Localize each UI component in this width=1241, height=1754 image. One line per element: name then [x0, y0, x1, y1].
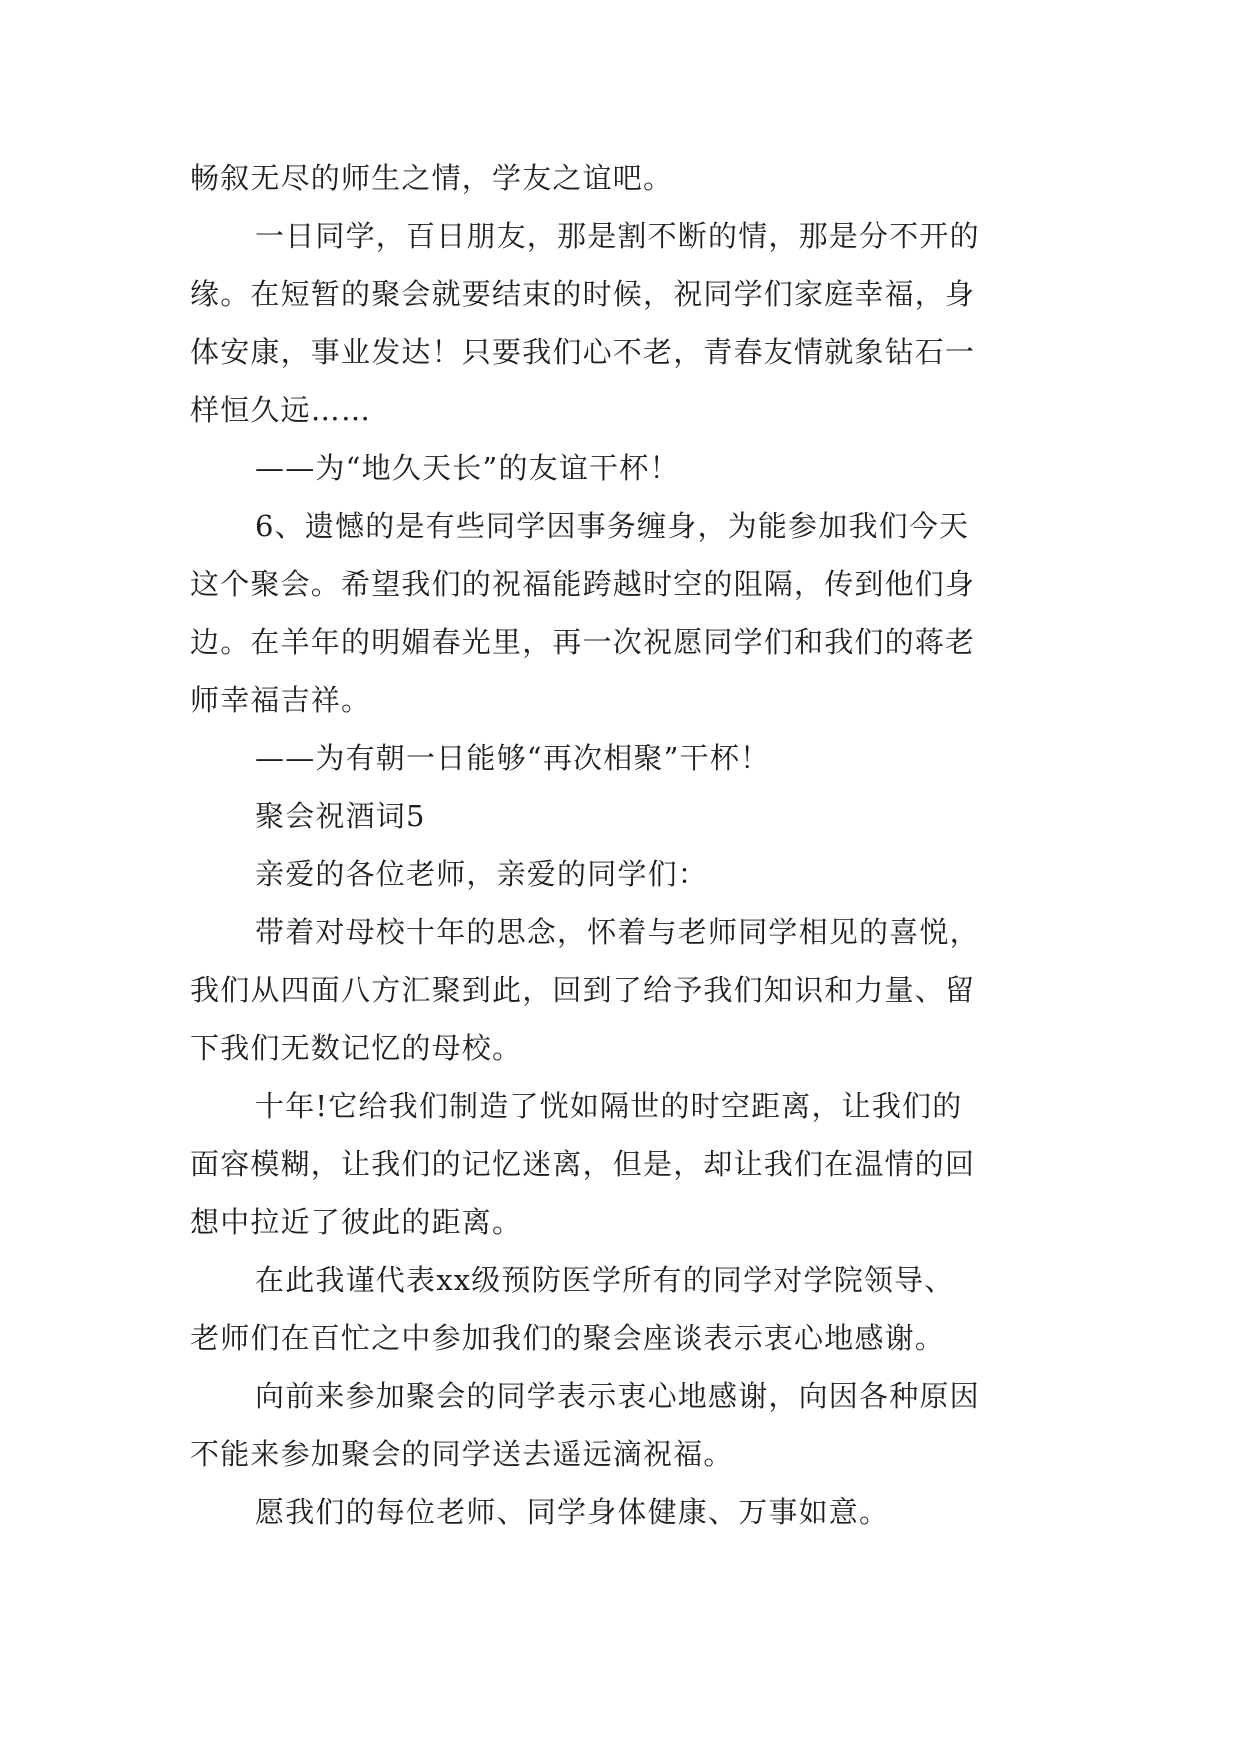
text-line: 这个聚会。希望我们的祝福能跨越时空的阻隔，传到他们身 — [190, 567, 976, 601]
text-line: 面容模糊，让我们的记忆迷离，但是，却让我们在温情的回 — [190, 1147, 976, 1181]
text-line: ——为有朝一日能够“再次相聚”干杯！ — [255, 741, 771, 775]
text-line: 带着对母校十年的思念，怀着与老师同学相见的喜悦， — [255, 915, 980, 949]
text-line: 体安康，事业发达！只要我们心不老，青春友情就象钻石一 — [190, 335, 976, 369]
text-line: 畅叙无尽的师生之情，学友之谊吧。 — [190, 161, 674, 195]
text-line: 一日同学，百日朋友，那是割不断的情，那是分不开的 — [255, 219, 980, 253]
section-heading: 聚会祝酒词5 — [255, 799, 426, 833]
text-line: 亲爱的各位老师，亲爱的同学们： — [255, 857, 709, 891]
text-line: 在此我谨代表xx级预防医学所有的同学对学院领导、 — [255, 1263, 955, 1297]
text-line: 下我们无数记忆的母校。 — [190, 1031, 523, 1065]
text-line: 边。在羊年的明媚春光里，再一次祝愿同学们和我们的蒋老 — [190, 625, 976, 659]
text-line: 向前来参加聚会的同学表示衷心地感谢，向因各种原因 — [255, 1379, 980, 1413]
text-line: 我们从四面八方汇聚到此，回到了给予我们知识和力量、留 — [190, 973, 976, 1007]
text-line: 师幸福吉祥。 — [190, 683, 372, 717]
text-line: ——为“地久天长”的友谊干杯！ — [255, 451, 680, 485]
text-line: 不能来参加聚会的同学送去遥远滴祝福。 — [190, 1437, 734, 1471]
text-line: 6、遗憾的是有些同学因事务缠身，为能参加我们今天 — [255, 509, 970, 543]
text-line: 想中拉近了彼此的距离。 — [190, 1205, 523, 1239]
text-line: 十年!它给我们制造了恍如隔世的时空距离，让我们的 — [255, 1089, 963, 1123]
text-line: 老师们在百忙之中参加我们的聚会座谈表示衷心地感谢。 — [190, 1321, 946, 1355]
text-line: 愿我们的每位老师、同学身体健康、万事如意。 — [255, 1495, 890, 1529]
text-line: 缘。在短暂的聚会就要结束的时候，祝同学们家庭幸福，身 — [190, 277, 976, 311]
text-line: 样恒久远…… — [190, 393, 372, 427]
